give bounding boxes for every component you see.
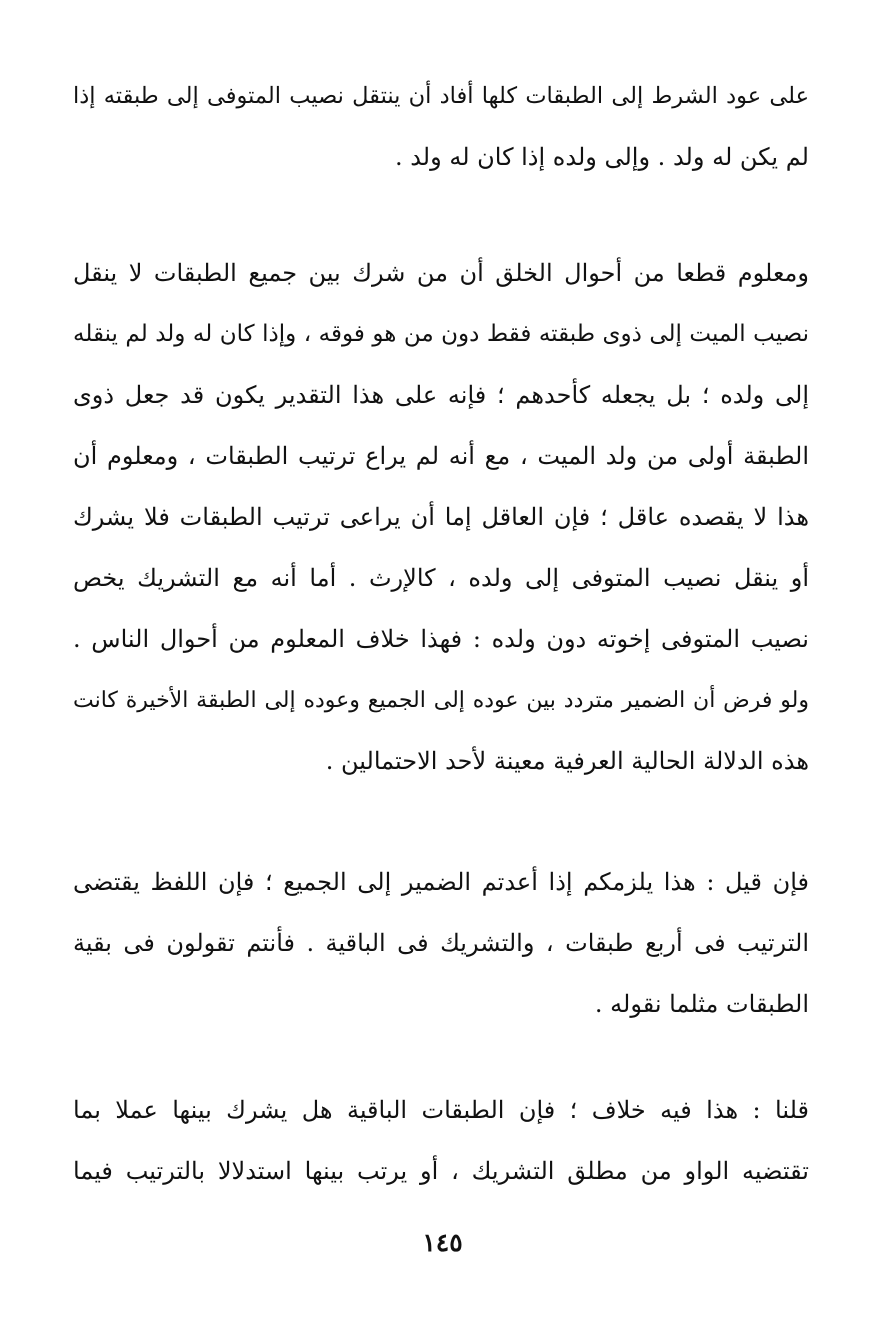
paragraph-4 — [73, 1080, 809, 1202]
text-line: هذا لا يقصده عاقل ؛ فإن العاقل إما أن يراعى ترتيب الطبقات فلا يشرك — [73, 503, 809, 531]
text-line: ولو فرض أن الضمير متردد بين عوده إلى الجميع وعوده إلى الطبقة الأخيرة كانت — [73, 688, 809, 713]
text-line: لم يكن له ولد . وإلى ولده إذا كان له ولد . — [394, 143, 809, 171]
paragraph-1 — [73, 66, 809, 188]
text-line: إلى ولده ؛ بل يجعله كأحدهم ؛ فإنه على هذا التقدير يكون قد جعل ذوى — [73, 381, 809, 409]
text-line: على عود الشرط إلى الطبقات كلها أفاد أن ينتقل نصيب المتوفى إلى طبقته إذا — [73, 83, 809, 109]
paragraph-3 — [73, 852, 809, 1035]
text-line: الترتيب فى أربع طبقات ، والتشريك فى الباقية . فأنتم تقولون فى بقية — [73, 929, 809, 957]
text-line: فإن قيل : هذا يلزمكم إذا أعدتم الضمير إلى الجميع ؛ فإن اللفظ يقتضى — [73, 868, 809, 896]
paragraph-2 — [73, 243, 809, 792]
text-line: الطبقة أولى من ولد الميت ، مع أنه لم يراع ترتيب الطبقات ، ومعلوم أن — [73, 442, 809, 470]
text-line: تقتضيه الواو من مطلق التشريك ، أو يرتب بينها استدلالا بالترتيب فيما — [73, 1157, 809, 1185]
text-line: نصيب المتوفى إخوته دون ولده : فهذا خلاف المعلوم من أحوال الناس . — [73, 625, 809, 653]
text-line: قلنا : هذا فيه خلاف ؛ فإن الطبقات الباقية هل يشرك بينها عملا بما — [73, 1096, 809, 1124]
text-line: نصيب الميت إلى ذوى طبقته فقط دون من هو فوقه ، وإذا كان له ولد لم ينقله — [73, 321, 809, 347]
text-line: هذه الدلالة الحالية العرفية معينة لأحد الاحتمالين . — [325, 747, 809, 775]
text-line: أو ينقل نصيب المتوفى إلى ولده ، كالإرث . أما أنه مع التشريك يخص — [73, 564, 809, 592]
page-number: ١٤٥ — [422, 1228, 463, 1257]
text-line: ومعلوم قطعا من أحوال الخلق أن من شرك بين جميع الطبقات لا ينقل — [73, 259, 809, 287]
text-line: الطبقات مثلما نقوله . — [594, 990, 809, 1018]
